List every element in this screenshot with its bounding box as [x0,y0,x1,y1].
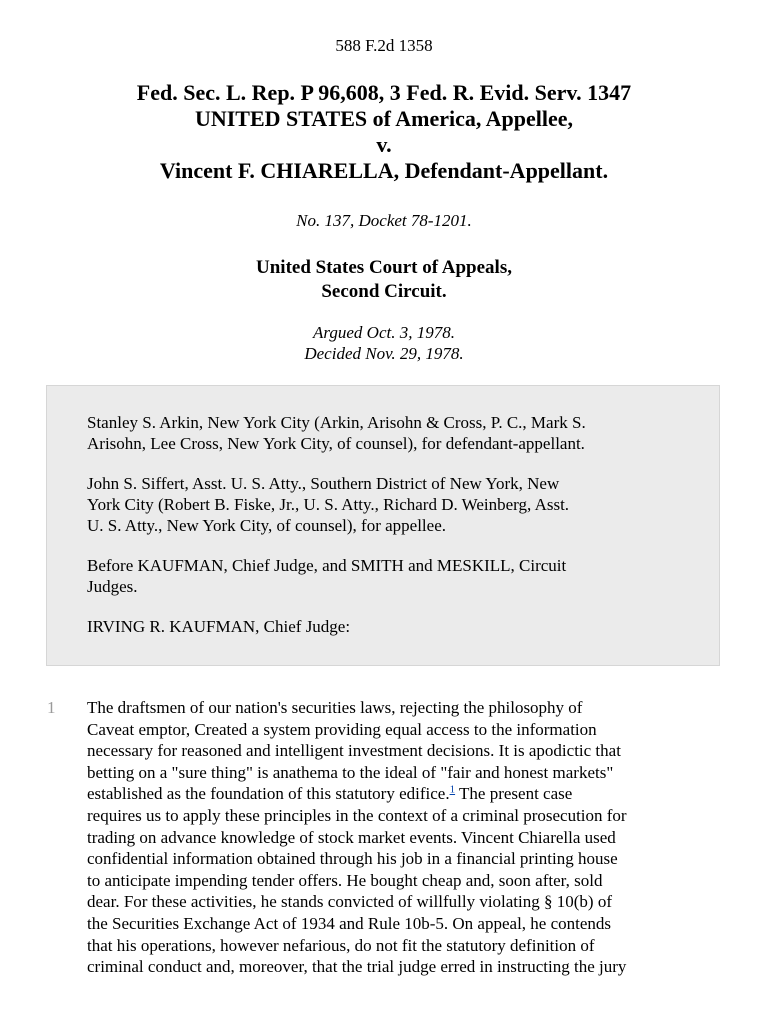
court-name-line-2: Second Circuit. [321,281,447,302]
bench-line: Before KAUFMAN, Chief Judge, and SMITH and MESKILL, Circuit [87,556,567,575]
opinion-line: trading on advance knowledge of stock market events. Vincent Chiarella used [87,827,616,847]
appellant-party: Vincent F. CHIARELLA, Defendant-Appellant. [159,158,609,183]
appellee-counsel-line: U. S. Atty., New York City, of counsel), for appellee. [87,516,447,535]
opinion-line: to anticipate impending tender offers. He bought cheap and, soon after, sold [87,870,603,890]
opinion-line: the Securities Exchange Act of 1934 and Rule 10b-5. On appeal, he contends [87,913,612,933]
opinion-author: IRVING R. KAUFMAN, Chief Judge: [87,617,351,636]
appellee-counsel-line: John S. Siffert, Asst. U. S. Atty., Southern District of New York, New [87,474,560,493]
appellee-counsel [87,473,679,536]
court-name-line-1: United States Court of Appeals, [256,257,512,278]
docket-number: No. 137, Docket 78-1201. [296,211,472,230]
opinion-line: necessary for reasoned and intelligent investment decisions. It is apodictic that [87,741,621,761]
versus: v. [376,132,392,157]
argued-date: Argued Oct. 3, 1978. [313,323,455,342]
case-dates [0,322,768,364]
decided-date: Decided Nov. 29, 1978. [304,344,464,363]
bench-line: Judges. [87,577,138,596]
opinion-line: betting on a "sure thing" is anathema to the ideal of "fair and honest markets" [87,762,614,782]
paragraph-number: 1 [47,698,56,717]
defendant-counsel-line: Stanley S. Arkin, New York City (Arkin, Arisohn & Cross, P. C., Mark S. [87,413,586,432]
counsel-panel [46,385,720,666]
opinion-line: that his operations, however nefarious, do not fit the statutory definition of [87,935,595,955]
opinion-line: Caveat emptor, Created a system providing equal access to the information [87,719,597,739]
case-citation: 588 F.2d 1358 [335,36,433,55]
opinion-line: criminal conduct and, moreover, that the trial judge erred in instructing the jury [87,957,627,977]
footnote-link[interactable]: 1 [449,783,456,796]
opinion-line-text: established as the foundation of this statutory edifice. [87,784,450,804]
bench-panel [87,555,679,597]
opinion-line: dear. For these activities, he stands convicted of willfully violating § 10(b) of [87,892,612,912]
case-caption [0,80,768,184]
opinion-line-text: The present case [455,784,573,804]
opinion-line: requires us to apply these principles in the context of a criminal prosecution for [87,805,627,825]
opinion-line: The draftsmen of our nation's securities laws, rejecting the philosophy of [87,698,583,717]
opinion-paragraph [87,697,737,978]
opinion-line [87,783,737,805]
defendant-counsel [87,412,679,454]
appellee-counsel-line: York City (Robert B. Fiske, Jr., U. S. Atty., Richard D. Weinberg, Asst. [87,495,570,514]
reporter-citation: Fed. Sec. L. Rep. P 96,608, 3 Fed. R. Evid. Serv. 1347 [136,80,632,105]
court-name [0,256,768,304]
opinion-line: confidential information obtained through his job in a financial printing house [87,849,618,869]
defendant-counsel-line: Arisohn, Lee Cross, New York City, of counsel), for defendant-appellant. [87,434,585,453]
appellee-party: UNITED STATES of America, Appellee, [194,106,574,131]
